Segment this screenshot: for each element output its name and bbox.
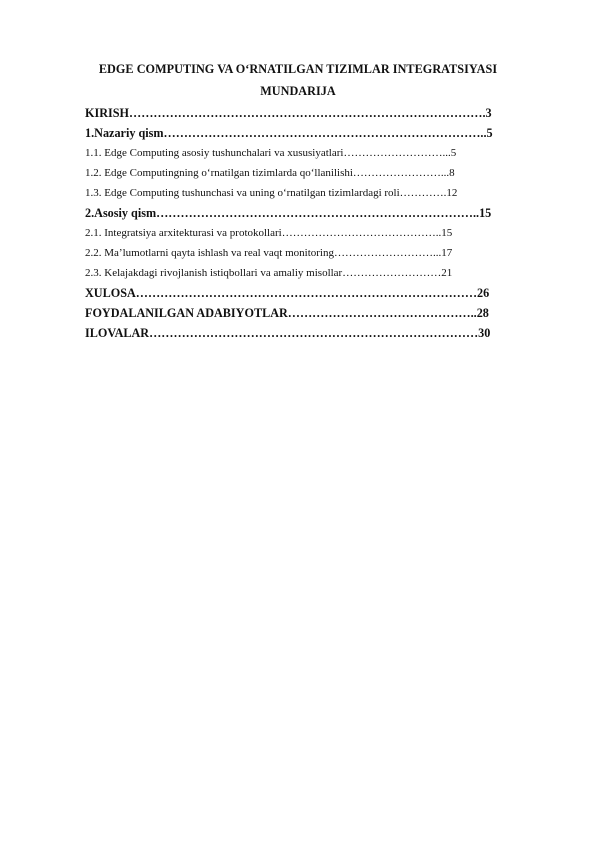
toc-entry-2-1: 2.1. Integratsiya arxitekturasi va protokollari……………………………………..15 (85, 227, 453, 239)
toc-entry-asosiy-qism: 2.Asosiy qism……………………………………………………………………..15 (85, 206, 492, 220)
toc-entry-2-3: 2.3. Kelajakdagi rivojlanish istiqbollari va amaliy misollar………………………21 (85, 267, 453, 279)
toc-entry-ilovalar: ILOVALAR………………………………………………………………………30 (85, 326, 491, 340)
toc-entry-adabiyotlar: FOYDALANILGAN ADABIYOTLAR………………………………………..28 (85, 306, 489, 320)
toc-entry-1-1: 1.1. Edge Computing asosiy tushunchalari va xususiyatlari………………………...5 (85, 147, 457, 159)
contents-heading: MUNDARIJA (260, 84, 336, 98)
toc-entry-1-3: 1.3. Edge Computing tushunchasi va uning o‘rnatilgan tizimlardagi roli………….12 (85, 187, 458, 199)
document-title: EDGE COMPUTING VA O‘RNATILGAN TIZIMLAR INTEGRATSIYASI (98, 62, 498, 76)
toc-entry-1-2: 1.2. Edge Computingning o‘rnatilgan tizimlarda qo‘llanilishi……………………...8 (85, 167, 455, 179)
toc-entry-nazariy-qism: 1.Nazariy qism……………………………………………………………………..5 (85, 126, 493, 140)
table-of-contents (85, 103, 557, 343)
toc-entry-2-2: 2.2. Ma’lumotlarni qayta ishlash va real vaqt monitoring………………………...17 (85, 247, 453, 259)
toc-entry-kirish: KIRISH…………………………………………………………………………….3 (85, 106, 492, 120)
toc-entry-xulosa: XULOSA…………………………………………………………………………26 (85, 286, 490, 300)
